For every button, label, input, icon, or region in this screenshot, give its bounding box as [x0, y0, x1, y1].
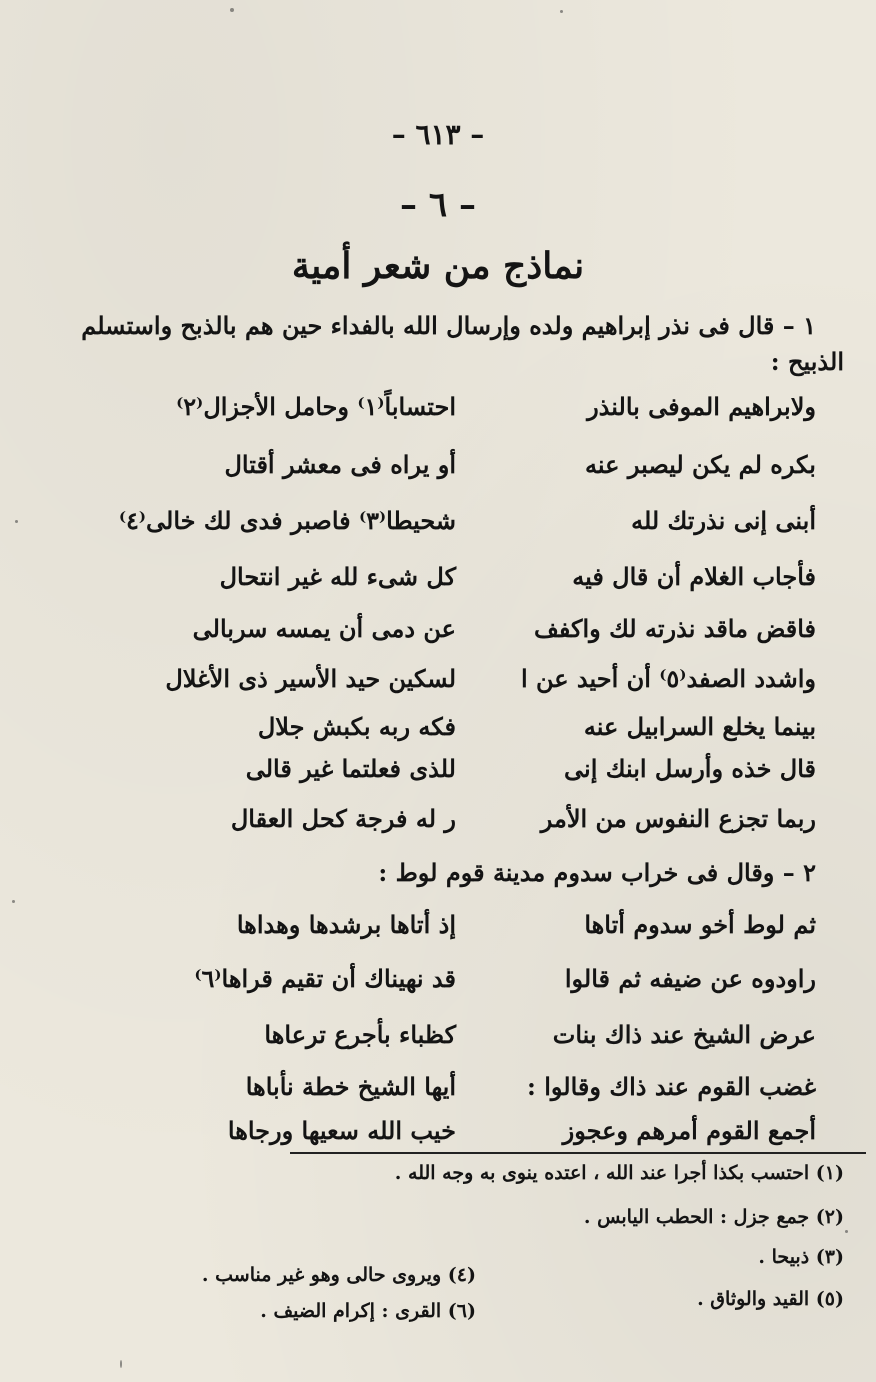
verse-row [156, 1116, 816, 1156]
verse-first-hemistich: فأجاب الغلام أن قال فيه [572, 562, 816, 591]
verse-second-hemistich: خيب الله سعيها ورجاها [227, 1116, 456, 1145]
verse-row [156, 712, 816, 752]
section2-poem [156, 910, 816, 1150]
verse-row [156, 450, 816, 490]
section1-intro-line2: الذبيح : [770, 347, 844, 376]
footnote-separator [290, 1152, 866, 1154]
scan-speck [560, 10, 563, 13]
scan-speck [845, 1230, 848, 1233]
verse-second-hemistich: احتساباً⁽١⁾ وحامل الأجزال⁽٢⁾ [176, 392, 456, 421]
verse-row [156, 664, 816, 704]
verse-first-hemistich: فاقض ماقد نذرته لك واكفف [534, 614, 816, 643]
scan-speck [120, 1360, 122, 1368]
footnote-3: (٣) ذبيحا . [758, 1246, 844, 1268]
footnote-6: (٦) القرى : إكرام الضيف . [260, 1300, 476, 1322]
verse-second-hemistich: أيها الشيخ خطة نأباها [245, 1072, 456, 1101]
verse-first-hemistich: راودوه عن ضيفه ثم قالوا [564, 964, 816, 993]
verse-second-hemistich: قد نهيناك أن تقيم قراها⁽٦⁾ [194, 964, 456, 993]
verse-first-hemistich: بينما يخلع السرابيل عنه [583, 712, 816, 741]
chapter-title: نماذج من شعر أمية [291, 245, 585, 287]
verse-first-hemistich: أجمع القوم أمرهم وعجوز [562, 1116, 816, 1145]
verse-second-hemistich: أو يراه فى معشر أقتال [224, 450, 456, 479]
verse-first-hemistich: أبنى إنى نذرتك لله [631, 506, 816, 535]
section1-intro-line1: ١ – قال فى نذر إبراهيم ولده وإرسال الله بالفداء حين هم بالذبح واستسلم [81, 311, 816, 340]
verse-row [156, 1072, 816, 1112]
verse-row [156, 910, 816, 950]
section2-intro: ٢ – وقال فى خراب سدوم مدينة قوم لوط : [378, 858, 816, 887]
verse-first-hemistich: عرض الشيخ عند ذاك بنات [552, 1020, 816, 1049]
verse-second-hemistich: إذ أتاها برشدها وهداها [236, 910, 456, 939]
verse-second-hemistich: شحيطا⁽٣⁾ فاصبر فدى لك خالى⁽٤⁾ [118, 506, 456, 535]
verse-row [156, 562, 816, 602]
verse-row [118, 506, 816, 546]
verse-row [156, 392, 816, 432]
section-number: – ٦ – [400, 185, 476, 225]
scan-speck [230, 8, 234, 12]
section1-poem [118, 392, 816, 842]
footnote-2: (٢) جمع جزل : الحطب اليابس . [583, 1206, 844, 1228]
verse-row [156, 614, 816, 654]
verse-second-hemistich: كل شىء لله غير انتحال [219, 562, 456, 591]
footnote-1: (١) احتسب بكذا أجرا عند الله ، اعتده ينوى به وجه الله . [394, 1162, 844, 1184]
verse-row [156, 804, 816, 844]
verse-row [156, 754, 816, 794]
footnote-4: (٤) ويروى حالى وهو غير مناسب . [201, 1264, 476, 1286]
footnote-5: (٥) القيد والوثاق . [697, 1288, 844, 1310]
verse-second-hemistich: عن دمى أن يمسه سربالى [192, 614, 456, 643]
verse-second-hemistich: كظباء بأجرع ترعاها [264, 1020, 456, 1049]
verse-second-hemistich: ر له فرجة كحل العقال [230, 804, 456, 833]
verse-first-hemistich: قال خذه وأرسل ابنك إنى [564, 754, 816, 783]
verse-first-hemistich: واشدد الصفد⁽٥⁾ أن أحيد عن ا [520, 664, 816, 693]
verse-row [156, 1020, 816, 1060]
verse-second-hemistich: للذى فعلتما غير قالى [245, 754, 456, 783]
page-number: – ٦١٣ – [391, 118, 485, 151]
scan-speck [12, 900, 15, 903]
scan-speck [15, 520, 18, 523]
verse-first-hemistich: غضب القوم عند ذاك وقالوا : [527, 1072, 816, 1101]
verse-first-hemistich: بكره لم يكن ليصبر عنه [585, 450, 816, 479]
verse-second-hemistich: لسكين حيد الأسير ذى الأغلال [165, 664, 456, 693]
verse-first-hemistich: ثم لوط أخو سدوم أتاها [584, 910, 816, 939]
verse-first-hemistich: ولابراهيم الموفى بالنذر [587, 392, 816, 421]
verse-row [156, 964, 816, 1004]
verse-second-hemistich: فكه ربه بكبش جلال [257, 712, 456, 741]
verse-first-hemistich: ربما تجزع النفوس من الأمر [540, 804, 816, 833]
